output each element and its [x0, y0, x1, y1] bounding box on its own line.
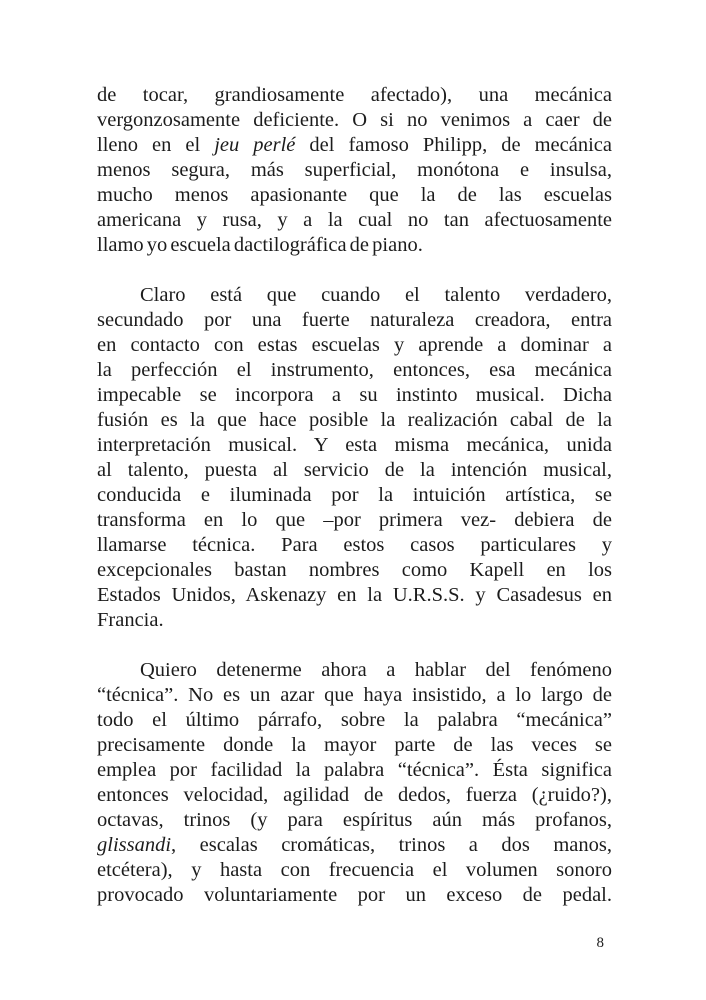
text-line [97, 858, 612, 883]
text-run: “técnica”. No es un azar que haya insistido, a lo largo de [97, 684, 612, 706]
paragraph [97, 83, 612, 258]
text-run: lleno en el [97, 134, 215, 156]
text-line [97, 808, 612, 833]
text-run: al talento, puesta al servicio de la intención musical, [97, 459, 612, 481]
text-run: , escalas cromáticas, trinos a dos manos, [171, 834, 612, 856]
text-run: la perfección el instrumento, entonces, esa mecánica [97, 359, 612, 381]
text-run: mucho menos apasionante que la de las escuelas [97, 184, 612, 206]
text-line [97, 158, 612, 183]
text-run: de tocar, grandiosamente afectado), una mecánica [97, 84, 612, 106]
text-line [97, 783, 612, 808]
text-line [97, 108, 612, 133]
text-run: vergonzosamente deficiente. O si no venimos a caer de [97, 109, 612, 131]
paragraph [97, 658, 612, 908]
text-line [97, 233, 612, 258]
italic-text-run: jeu perlé [214, 134, 296, 156]
text-line [97, 283, 612, 308]
text-line [97, 583, 612, 608]
text-line [97, 833, 612, 858]
paragraph [97, 283, 612, 633]
text-run: precisamente donde la mayor parte de las veces se [97, 734, 612, 756]
text-line [97, 608, 612, 633]
text-line [97, 133, 612, 158]
text-line [97, 383, 612, 408]
text-run: menos segura, más superficial, monótona e insulsa, [97, 159, 612, 181]
page-footer [97, 934, 612, 952]
text-run: impecable se incorpora a su instinto musical. Dicha [97, 384, 612, 406]
text-run: emplea por facilidad la palabra “técnica”. Ésta significa [97, 759, 612, 781]
text-line [97, 708, 612, 733]
text-run: octavas, trinos (y para espíritus aún más profanos, [97, 809, 612, 831]
text-column [97, 83, 612, 908]
text-run: secundado por una fuerte naturaleza creadora, entra [97, 309, 612, 331]
text-run: excepcionales bastan nombres como Kapell en los [97, 559, 612, 581]
text-run: conducida e iluminada por la intuición artística, se [97, 484, 612, 506]
text-line [97, 183, 612, 208]
page-number: 8 [596, 935, 604, 951]
text-run: en contacto con estas escuelas y aprende a dominar a [97, 334, 612, 356]
text-run: entonces velocidad, agilidad de dedos, fuerza (¿ruido?), [97, 784, 612, 806]
text-run: transforma en lo que –por primera vez- debiera de [97, 509, 612, 531]
text-line [97, 683, 612, 708]
text-run: provocado voluntariamente por un exceso de pedal. [97, 884, 612, 906]
text-line [97, 358, 612, 383]
text-line [97, 83, 612, 108]
text-line [97, 758, 612, 783]
text-run: americana y rusa, y a la cual no tan afectuosamente [97, 209, 612, 231]
text-line [97, 483, 612, 508]
text-line [97, 533, 612, 558]
text-run: Francia. [97, 609, 164, 631]
text-run: Estados Unidos, Askenazy en la U.R.S.S. y Casadesus en [97, 584, 612, 606]
text-run: del famoso Philipp, de mecánica [295, 134, 612, 156]
text-line [97, 658, 612, 683]
text-line [97, 508, 612, 533]
text-run: llamo yo escuela dactilográfica de piano. [97, 234, 423, 256]
text-run: Quiero detenerme ahora a hablar del fenómeno [140, 659, 612, 681]
italic-text-run: glissandi [97, 834, 172, 856]
text-line [97, 558, 612, 583]
text-run: interpretación musical. Y esta misma mecánica, unida [97, 434, 612, 456]
text-line [97, 333, 612, 358]
text-line [97, 308, 612, 333]
text-line [97, 408, 612, 433]
text-run: etcétera), y hasta con frecuencia el volumen sonoro [97, 859, 612, 881]
text-line [97, 883, 612, 908]
text-line [97, 433, 612, 458]
text-run: todo el último párrafo, sobre la palabra “mecánica” [97, 709, 612, 731]
text-line [97, 208, 612, 233]
text-line [97, 733, 612, 758]
text-run: Claro está que cuando el talento verdadero, [140, 284, 612, 306]
text-run: llamarse técnica. Para estos casos particulares y [97, 534, 612, 556]
text-run: fusión es la que hace posible la realización cabal de la [97, 409, 612, 431]
text-line [97, 458, 612, 483]
